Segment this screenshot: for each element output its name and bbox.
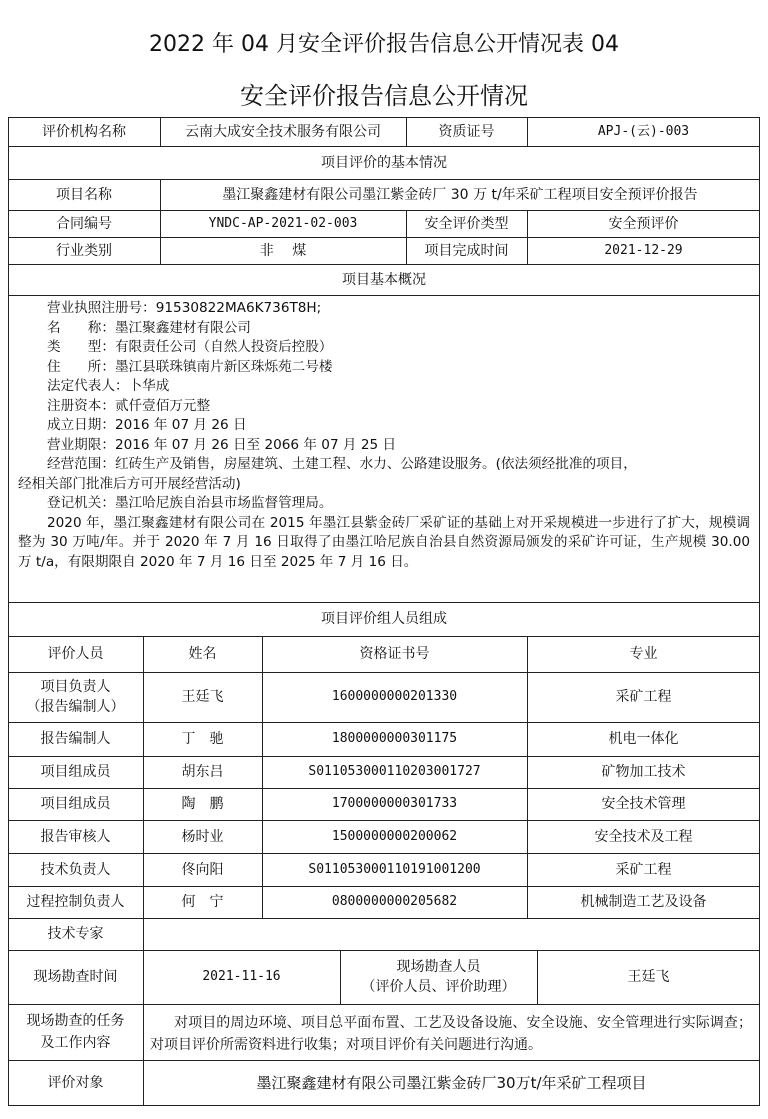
overview-line: 注册资本：贰仟壹佰万元整 [47,397,211,414]
team-row-cert: 1500000000200062 [331,828,458,844]
team-role-line1: 项目负责人 [40,679,111,695]
overview-line: 经营范围：红砖生产及销售，房屋建筑、土建工程、水力、公路建设服务。(依法须经批准的项目， [47,456,637,472]
document-subtitle: 安全评价报告信息公开情况 [240,82,528,110]
expert-label: 技术专家 [47,926,104,942]
team-row-cert: 1600000000201330 [331,689,458,704]
team-row-cert: 1800000000301175 [331,731,458,746]
team-row-name: 佟向阳 [181,861,224,878]
row-divider [8,295,760,296]
org-value: 云南大成安全技术服务有限公司 [185,123,381,140]
industry-value: 非 煤 [259,242,307,259]
overview-line: 名 称：墨江聚鑫建材有限公司 [47,319,251,336]
team-row-major: 矿物加工技术 [601,764,686,780]
eval-type-value: 安全预评价 [608,215,679,232]
team-row-major: 安全技术管理 [601,796,686,812]
team-row-cert: S011053000110191001200 [308,861,481,877]
overview-line: 登记机关：墨江哈尼族自治县市场监督管理局。 [47,495,333,511]
survey-task-label [8,1004,143,1060]
survey-time-label: 现场勘查时间 [33,969,118,985]
team-row-name: 丁 驰 [181,731,224,747]
team-row-cert: 1700000000301733 [331,796,458,811]
team-row-role: 项目组成员 [40,764,111,780]
cert-label: 资质证号 [438,123,495,140]
industry-label: 行业类别 [56,242,112,259]
team-row-name: 胡东吕 [181,764,224,780]
overview-line: 住 所：墨江县联珠镇南片新区珠烁苑二号楼 [47,358,333,375]
team-section-title: 项目评价组人员组成 [321,611,447,627]
team-row-name: 杨时业 [181,828,224,845]
team-header-cert: 资格证书号 [359,646,430,662]
target-label: 评价对象 [47,1075,104,1091]
cert-value: APJ-(云)-003 [597,123,690,139]
completion-value: 2021-12-29 [604,242,683,258]
project-name-value: 墨江聚鑫建材有限公司墨江紫金砖厂 30 万 t/年采矿工程项目安全预评价报告 [222,186,698,203]
overview-text [18,299,750,572]
team-row-role: 过程控制负责人 [26,894,125,910]
survey-time-value: 2021-11-16 [202,969,281,984]
team-row-cert: 0800000000205682 [331,894,458,909]
survey-task-value: 对项目的周边环境、项目总平面布置、工艺及设备设施、安全设施、安全管理进行实际调查；对项目评价所需资料进行收集；对项目评价有关问题进行沟通。 [150,1015,752,1053]
overview-line: 法定代表人：卜华成 [47,378,170,394]
team-role-line2: （报告编制人） [26,699,125,715]
team-row-role [8,672,143,722]
overview-paragraph: 2020 年，墨江聚鑫建材有限公司在 2015 年墨江县紫金砖厂采矿证的基础上对开采规模进一步进行了扩大，规模调整为 30 万吨/年。并于 2020 年 7 月 16 日取得了由墨江哈尼族自治县自然资源局颁发的采矿许可证，生产规模 30.00 万 t/a，有限期限自 2020 年 7 月 16 日至 2025 年 7 月 16 日。 [18,514,750,570]
project-name-label: 项目名称 [56,186,112,203]
overview-line: 营业执照注册号：91530822MA6K736T8H; [47,300,322,316]
expert-value [143,918,760,950]
basic-section-title: 项目评价的基本情况 [321,154,447,171]
team-row-role: 项目组成员 [40,796,111,812]
contract-label: 合同编号 [56,215,112,232]
overview-line: 类 型：有限责任公司（自然人投资后控股） [47,339,333,355]
overview-line: 经相关部门批准后方可开展经营活动) [18,475,241,492]
survey-staff-label-line1: 现场勘查人员 [396,959,481,975]
team-row-major: 安全技术及工程 [594,828,693,845]
contract-value: YNDC-AP-2021-02-003 [208,215,358,231]
team-row-cert: S011053000110203001727 [308,764,481,779]
survey-staff-label [340,950,537,1004]
team-row-name: 何 宁 [181,894,224,910]
overview-line: 成立日期：2016 年 07 月 26 日 [47,417,247,433]
team-header-major: 专业 [629,646,658,662]
target-value: 墨江聚鑫建材有限公司墨江紫金砖厂30万t/年采矿工程项目 [256,1074,647,1092]
team-row-major: 机电一体化 [608,731,679,747]
survey-staff-value: 王廷飞 [627,969,670,985]
team-row-name: 王廷飞 [181,689,224,705]
team-row-role: 技术负责人 [40,861,111,878]
team-row-major: 采矿工程 [615,861,672,878]
org-label: 评价机构名称 [42,123,126,140]
survey-task-label-line2: 及工作内容 [40,1035,111,1051]
team-row-major: 采矿工程 [615,689,672,705]
completion-label: 项目完成时间 [424,242,509,259]
overview-line: 营业期限：2016 年 07 月 26 日至 2066 年 07 月 25 日 [47,436,397,453]
survey-staff-label-line2: （评价人员、评价助理） [361,979,516,995]
document-title: 2022 年 04 月安全评价报告信息公开情况表 04 [149,32,619,57]
overview-section-title: 项目基本概况 [342,271,426,288]
team-row-role: 报告审核人 [40,828,111,845]
team-row-role: 报告编制人 [40,731,111,747]
team-row-name: 陶 鹏 [181,796,224,812]
team-header-name: 姓名 [188,646,217,662]
eval-type-label: 安全评价类型 [424,215,509,232]
survey-task-label-line1: 现场勘查的任务 [26,1013,125,1029]
team-header-role: 评价人员 [47,646,104,662]
team-row-major: 机械制造工艺及设备 [580,894,707,910]
